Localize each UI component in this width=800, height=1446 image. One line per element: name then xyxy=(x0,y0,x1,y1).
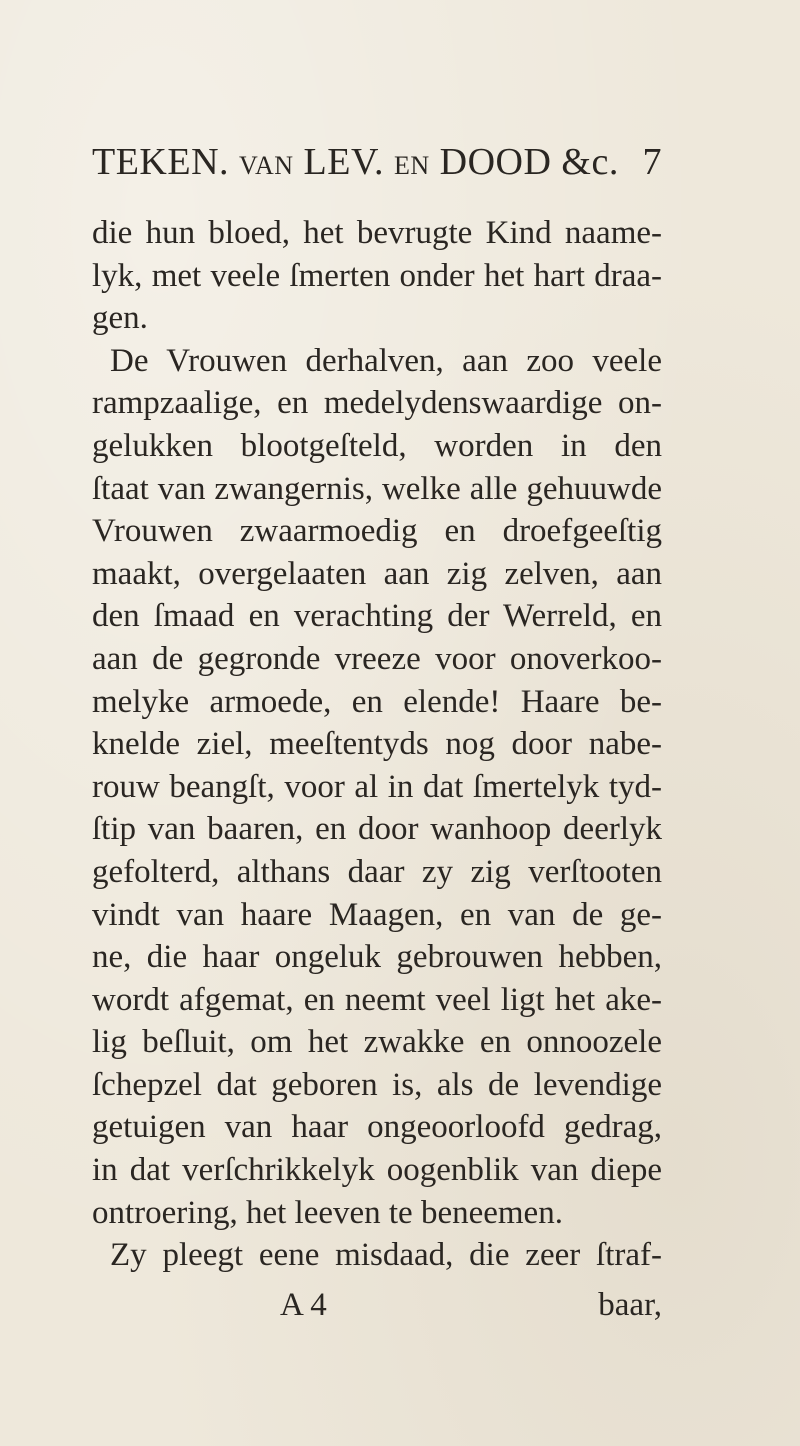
text-line: Zy pleegt eene misdaad, die zeer ſtraf- xyxy=(110,1237,662,1274)
text-line: ne, die haar ongeluk gebrouwen hebben, xyxy=(92,939,662,976)
text-line: lyk, met veele ſmerten onder het hart draa- xyxy=(92,257,662,294)
text-line: De Vrouwen derhalven, aan zoo veele xyxy=(110,342,662,379)
text-line: lig beſluit, om het zwakke en onnoozele xyxy=(92,1024,662,1061)
running-head xyxy=(92,140,662,190)
page-footer xyxy=(92,1287,662,1331)
text-line: den ſmaad en verachting der Werreld, en xyxy=(92,598,662,635)
text-line: in dat verſchrikkelyk oogenblik van diepe xyxy=(92,1152,662,1189)
text-line: ſtip van baaren, en door wanhoop deerlyk xyxy=(92,811,662,848)
running-title-part-1: TEKEN. xyxy=(92,141,230,183)
running-title-part-4: EN xyxy=(393,151,430,180)
text-line: Vrouwen zwaarmoedig en droefgeeſtig xyxy=(92,513,662,550)
text-line: rampzaalige, en medelydenswaardige on- xyxy=(92,385,662,422)
signature-mark: A 4 xyxy=(280,1287,327,1323)
text-line: wordt afgemat, en neemt veel ligt het ake- xyxy=(92,981,662,1018)
text-line: ontroering, het leeven te beneemen. xyxy=(92,1194,563,1231)
text-line: gelukken blootgeſteld, worden in den xyxy=(92,427,662,464)
text-line: melyke armoede, en elende! Haare be- xyxy=(92,683,662,720)
running-title-part-3: LEV. xyxy=(303,141,384,183)
text-line: ſchepzel dat geboren is, als de levendige xyxy=(92,1066,662,1103)
text-line: gefolterd, althans daar zy zig verſtooten xyxy=(92,853,662,890)
text-line: aan de gegronde vreeze voor onoverkoo- xyxy=(92,640,662,677)
body-text xyxy=(92,212,662,1277)
running-title-part-2: VAN xyxy=(239,151,294,180)
running-title-part-5: DOOD &c. xyxy=(439,141,619,183)
text-line: vindt van haare Maagen, en van de ge- xyxy=(92,896,662,933)
text-line: gen. xyxy=(92,300,148,337)
text-line: die hun bloed, het bevrugte Kind naame- xyxy=(92,215,662,251)
catchword: baar, xyxy=(598,1287,662,1323)
page-number: 7 xyxy=(642,141,662,183)
running-title xyxy=(92,140,619,184)
text-line: ſtaat van zwangernis, welke alle gehuuwde xyxy=(92,470,662,507)
text-line: getuigen van haar ongeoorloofd gedrag, xyxy=(92,1109,662,1146)
text-line: rouw beangſt, voor al in dat ſmertelyk tyd- xyxy=(92,768,662,805)
text-line: knelde ziel, meeſtentyds nog door nabe- xyxy=(92,726,662,763)
text-line: maakt, overgelaaten aan zig zelven, aan xyxy=(92,555,662,592)
